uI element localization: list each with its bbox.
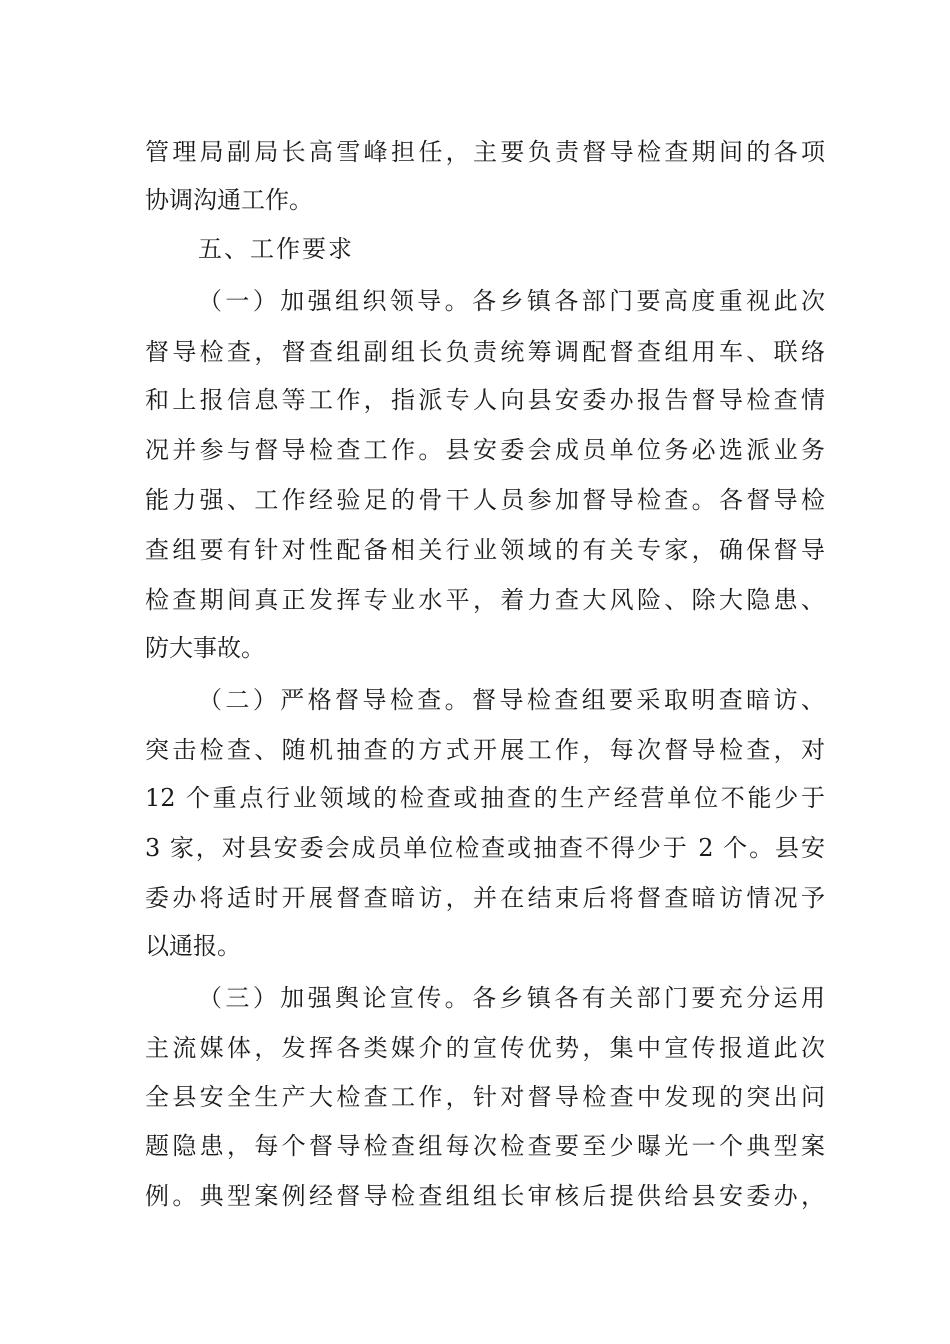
paragraph-line: 查组要有针对性配备相关行业领域的有关专家，确保督导 — [145, 536, 825, 564]
paragraph-line: 协调沟通工作。 — [145, 186, 313, 214]
paragraph-line: 检查期间真正发挥专业水平，着力查大风险、除大隐患、 — [145, 586, 825, 614]
paragraph-line: （三）加强舆论宣传。各乡镇各有关部门要充分运用 — [198, 984, 825, 1012]
paragraph-line: 全县安全生产大检查工作，针对督导检查中发现的突出问 — [145, 1083, 825, 1111]
paragraph-line: 能力强、工作经验足的骨干人员参加督导检查。各督导检 — [145, 486, 825, 514]
paragraph-line: 委办将适时开展督查暗访，并在结束后将督查暗访情况予 — [145, 884, 825, 912]
paragraph-line: 况并参与督导检查工作。县安委会成员单位务必选派业务 — [145, 436, 825, 464]
paragraph-line: 管理局副局长高雪峰担任，主要负责督导检查期间的各项 — [145, 138, 825, 166]
paragraph-line: 主流媒体，发挥各类媒介的宣传优势，集中宣传报道此次 — [145, 1034, 825, 1062]
paragraph-line: 督导检查，督查组副组长负责统筹调配督查组用车、联络 — [145, 338, 825, 366]
paragraph-line: 题隐患，每个督导检查组每次检查要至少曝光一个典型案 — [145, 1132, 825, 1160]
paragraph-line: 例。典型案例经督导检查组组长审核后提供给县安委办， — [145, 1182, 825, 1210]
paragraph-line: （二）严格督导检查。督导检查组要采取明查暗访、 — [198, 686, 825, 714]
section-heading: 五、工作要求 — [198, 235, 354, 263]
paragraph-line: 突击检查、随机抽查的方式开展工作，每次督导检查，对 — [145, 736, 825, 764]
paragraph-line: 防大事故。 — [145, 634, 265, 662]
paragraph-line: （一）加强组织领导。各乡镇各部门要高度重视此次 — [198, 287, 825, 315]
paragraph-line: 以通报。 — [145, 932, 241, 960]
paragraph-line: 3 家，对县安委会成员单位检查或抽查不得少于 2 个。县安 — [145, 834, 825, 862]
paragraph-line: 和上报信息等工作，指派专人向县安委办报告督导检查情 — [145, 386, 825, 414]
paragraph-line: 12 个重点行业领域的检查或抽查的生产经营单位不能少于 — [145, 784, 825, 812]
